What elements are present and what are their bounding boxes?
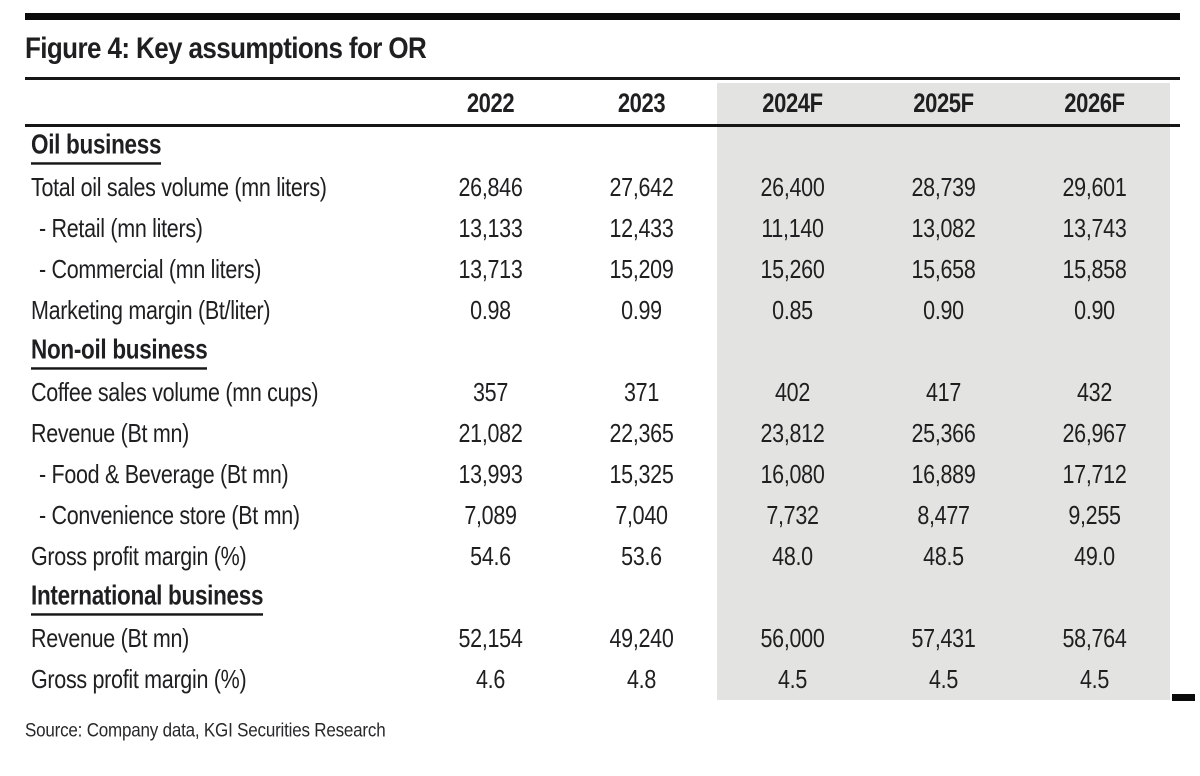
value-cell: 49.0 bbox=[1074, 541, 1115, 572]
section-label: International business bbox=[25, 584, 415, 613]
row-label: Revenue (Bt mn) bbox=[31, 623, 190, 654]
table-row bbox=[25, 414, 1170, 455]
value-cell: 8,477 bbox=[917, 500, 970, 531]
value-cell: 357 bbox=[473, 377, 508, 408]
value-cell: 16,080 bbox=[760, 459, 825, 490]
value-cell: 28,739 bbox=[911, 172, 976, 203]
value-cell: 4.5 bbox=[1080, 664, 1109, 695]
figure-title bbox=[25, 30, 427, 65]
value-cell: 52,154 bbox=[458, 623, 523, 654]
value-cell: 49,240 bbox=[609, 623, 674, 654]
value-cell: 0.85 bbox=[772, 295, 813, 326]
column-header-2022: 2022 bbox=[466, 87, 515, 119]
value-cell: 29,601 bbox=[1062, 172, 1127, 203]
table-row bbox=[25, 291, 1170, 332]
table-row bbox=[25, 619, 1170, 660]
value-cell: 0.90 bbox=[923, 295, 964, 326]
column-header-2026f: 2026F bbox=[1064, 87, 1125, 119]
table-header-row bbox=[25, 84, 1170, 124]
value-cell: 371 bbox=[624, 377, 659, 408]
source-note bbox=[25, 721, 385, 741]
top-divider-bar bbox=[25, 13, 1180, 20]
figure-title-text: Figure 4: Key assumptions for OR bbox=[25, 30, 427, 65]
value-cell: 15,658 bbox=[911, 254, 976, 285]
row-label: - Convenience store (Bt mn) bbox=[39, 500, 300, 531]
value-cell: 15,209 bbox=[609, 254, 674, 285]
value-cell: 0.99 bbox=[621, 295, 662, 326]
value-cell: 58,764 bbox=[1062, 623, 1127, 654]
value-cell: 7,089 bbox=[464, 500, 517, 531]
table-row bbox=[25, 250, 1170, 291]
value-cell: 4.6 bbox=[476, 664, 505, 695]
table-row bbox=[25, 660, 1170, 701]
value-cell: 23,812 bbox=[760, 418, 825, 449]
value-cell: 13,713 bbox=[458, 254, 523, 285]
value-cell: 53.6 bbox=[621, 541, 662, 572]
column-header-2023: 2023 bbox=[617, 87, 666, 119]
value-cell: 402 bbox=[775, 377, 810, 408]
value-cell: 7,040 bbox=[615, 500, 668, 531]
column-header-2025f: 2025F bbox=[913, 87, 974, 119]
row-label: Marketing margin (Bt/liter) bbox=[31, 295, 271, 326]
value-cell: 17,712 bbox=[1062, 459, 1127, 490]
value-cell: 54.6 bbox=[470, 541, 511, 572]
section-row bbox=[25, 578, 1170, 619]
value-cell: 13,133 bbox=[458, 213, 523, 244]
row-label: Gross profit margin (%) bbox=[31, 664, 247, 695]
row-label: - Commercial (mn liters) bbox=[39, 254, 262, 285]
row-label: Total oil sales volume (mn liters) bbox=[31, 172, 327, 203]
value-cell: 12,433 bbox=[609, 213, 674, 244]
value-cell: 15,260 bbox=[760, 254, 825, 285]
value-cell: 13,743 bbox=[1062, 213, 1127, 244]
table-body bbox=[25, 127, 1170, 701]
value-cell: 48.0 bbox=[772, 541, 813, 572]
value-cell: 7,732 bbox=[766, 500, 819, 531]
value-cell: 27,642 bbox=[609, 172, 674, 203]
table-row bbox=[25, 537, 1170, 578]
value-cell: 26,846 bbox=[458, 172, 523, 203]
value-cell: 11,140 bbox=[761, 213, 824, 244]
row-label: Revenue (Bt mn) bbox=[31, 418, 190, 449]
value-cell: 0.98 bbox=[470, 295, 511, 326]
row-label: Coffee sales volume (mn cups) bbox=[31, 377, 319, 408]
value-cell: 4.8 bbox=[627, 664, 656, 695]
value-cell: 26,967 bbox=[1062, 418, 1127, 449]
section-row bbox=[25, 127, 1170, 168]
table-row bbox=[25, 373, 1170, 414]
value-cell: 15,858 bbox=[1062, 254, 1127, 285]
row-label: - Retail (mn liters) bbox=[39, 213, 203, 244]
value-cell: 48.5 bbox=[923, 541, 964, 572]
row-label: Gross profit margin (%) bbox=[31, 541, 247, 572]
section-label: Non-oil business bbox=[25, 338, 415, 367]
value-cell: 4.5 bbox=[929, 664, 958, 695]
title-rule bbox=[25, 77, 1180, 80]
source-note-text: Source: Company data, KGI Securities Research bbox=[25, 719, 386, 741]
table-row bbox=[25, 455, 1170, 496]
value-cell: 0.90 bbox=[1074, 295, 1115, 326]
value-cell: 9,255 bbox=[1068, 500, 1121, 531]
table-row bbox=[25, 168, 1170, 209]
value-cell: 26,400 bbox=[760, 172, 825, 203]
column-header-2024f: 2024F bbox=[762, 87, 823, 119]
value-cell: 13,993 bbox=[458, 459, 523, 490]
value-cell: 16,889 bbox=[911, 459, 976, 490]
value-cell: 57,431 bbox=[911, 623, 976, 654]
value-cell: 21,082 bbox=[458, 418, 523, 449]
value-cell: 25,366 bbox=[911, 418, 976, 449]
value-cell: 13,082 bbox=[911, 213, 976, 244]
value-cell: 4.5 bbox=[778, 664, 807, 695]
section-label: Oil business bbox=[25, 133, 415, 162]
value-cell: 22,365 bbox=[609, 418, 674, 449]
table-end-tick bbox=[1172, 694, 1195, 701]
value-cell: 432 bbox=[1077, 377, 1112, 408]
row-label: - Food & Beverage (Bt mn) bbox=[39, 459, 289, 490]
section-row bbox=[25, 332, 1170, 373]
value-cell: 56,000 bbox=[760, 623, 825, 654]
value-cell: 417 bbox=[926, 377, 961, 408]
table-row bbox=[25, 209, 1170, 250]
value-cell: 15,325 bbox=[609, 459, 674, 490]
table-row bbox=[25, 496, 1170, 537]
